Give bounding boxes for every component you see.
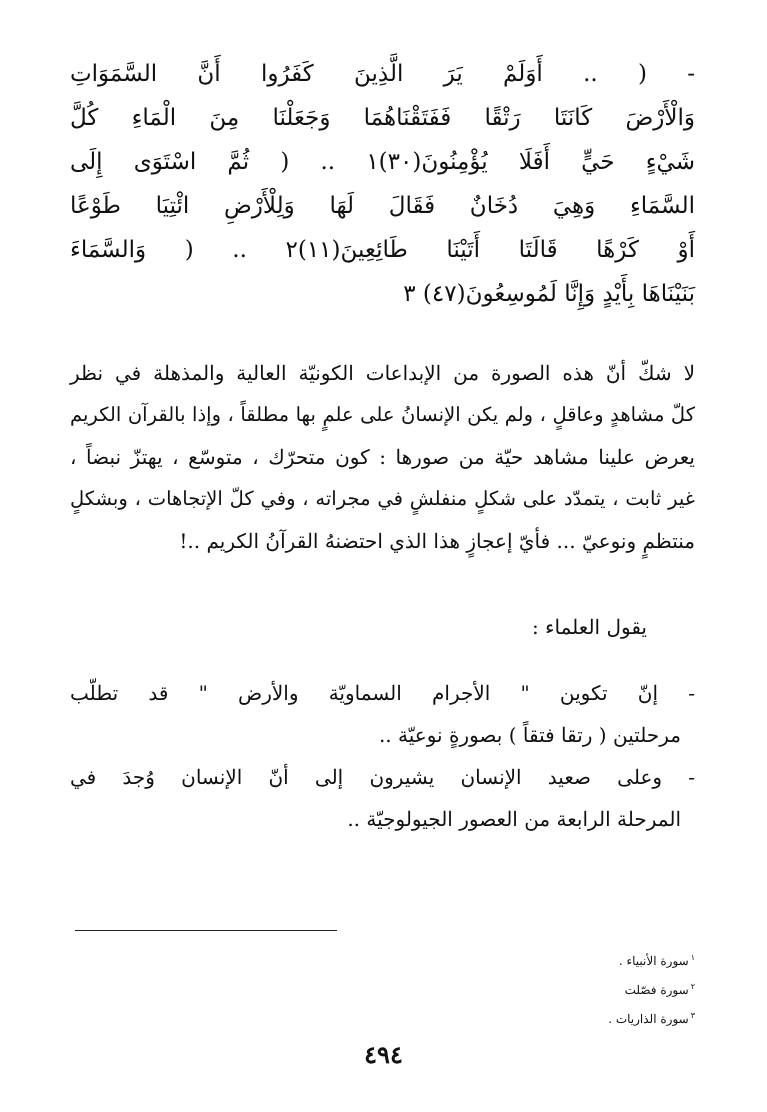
verse-line: شَيْءٍ حَيٍّ أَفَلَا يُؤْمِنُونَ(٣٠)١ .. ( ثُمَّ اسْتَوَى إِلَى bbox=[70, 149, 695, 175]
verse-line: وَالْأَرْضَ كَانَتَا رَتْقًا فَفَتَقْنَاهُمَا وَجَعَلْنَا مِنَ الْمَاءِ كُلَّ bbox=[70, 105, 695, 131]
commentary-paragraph bbox=[70, 352, 695, 562]
paragraph-line: غير ثابت ، يتمدّد على شكلٍ منفلشٍ في مجراته ، وفي كلّ الإتجاهات ، وبشكلٍ bbox=[70, 487, 695, 510]
footnote-number: ٣ bbox=[690, 1011, 695, 1020]
footnote-text: سورة الأنبياء . bbox=[618, 954, 689, 968]
page-number: ٤٩٤ bbox=[364, 1040, 403, 1069]
paragraph-line: لا شكّ أنّ هذه الصورة من الإبداعات الكونيّة العالية والمذهلة في نظر bbox=[70, 361, 695, 385]
footnote-item bbox=[395, 974, 695, 1003]
footnotes bbox=[395, 945, 695, 1032]
scholars-heading: يقول العلماء : bbox=[532, 615, 647, 639]
footnote-text: سورة فصّلت bbox=[624, 983, 689, 997]
scholar-points bbox=[70, 672, 695, 840]
footnote-number: ١ bbox=[690, 953, 695, 962]
paragraph-line: يعرض علينا مشاهد حيّة من صورها : كون متحرّك ، متوسّع ، يهتزّ نبضاً ، bbox=[70, 445, 695, 469]
footnote-divider bbox=[75, 930, 337, 931]
paragraph-line: كلّ مشاهدٍ وعاقلٍ ، ولم يكن الإنسانُ على علمٍ بها مطلقاً ، وإذا بالقرآن الكريم bbox=[70, 403, 695, 426]
verse-line: السَّمَاءِ وَهِيَ دُخَانٌ فَقَالَ لَهَا وَلِلْأَرْضِ ائْتِيَا طَوْعًا bbox=[70, 193, 695, 219]
point-line: مرحلتين ( رتقا فتقاً ) بصورةٍ نوعيّة .. bbox=[378, 723, 681, 747]
footnote-text: سورة الذاريات . bbox=[608, 1012, 689, 1026]
verse-line: - ( .. أَوَلَمْ يَرَ الَّذِينَ كَفَرُوا أَنَّ السَّمَوَاتِ bbox=[70, 61, 695, 87]
verse-line: أَوْ كَرْهًا قَالَتَا أَتَيْنَا طَائِعِينَ(١١)٢ .. ( وَالسَّمَاءَ bbox=[70, 237, 696, 263]
point-line: - وعلى صعيد الإنسان يشيرون إلى أنّ الإنسان وُجدَ في bbox=[70, 765, 695, 789]
point-line: المرحلة الرابعة من العصور الجيولوجيّة .. bbox=[347, 807, 681, 831]
footnote-number: ٢ bbox=[690, 982, 695, 991]
paragraph-line: منتظمٍ ونوعيّ ... فأيّ إعجازٍ هذا الذي احتضنهُ القرآنُ الكريم ..! bbox=[179, 529, 695, 553]
footnote-item bbox=[395, 1003, 695, 1032]
quran-verses bbox=[70, 52, 695, 316]
verse-line: بَنَيْنَاهَا بِأَيْدٍ وَإِنَّا لَمُوسِعُونَ(٤٧) ٣ bbox=[403, 281, 695, 307]
footnote-item bbox=[395, 945, 695, 974]
point-line: - إنّ تكوين " الأجرام السماويّة والأرض " قد تطلّب bbox=[70, 681, 695, 705]
